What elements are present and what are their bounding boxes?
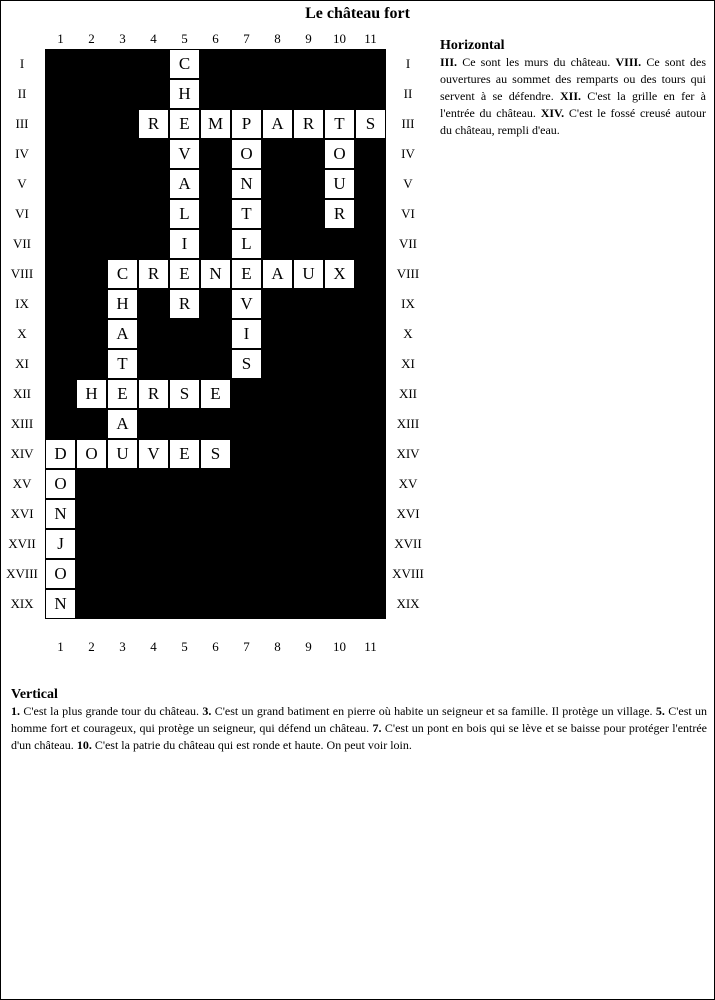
grid-cell[interactable]: R [138,259,169,289]
column-number-top: 7 [243,31,250,46]
column-number-top: 3 [119,31,126,46]
row-numeral-right: XIX [396,596,420,611]
row-numeral-left: IV [15,146,29,161]
grid-cell[interactable]: U [324,169,355,199]
column-number-bottom: 3 [119,639,126,654]
crossword-grid [45,49,386,619]
grid-cell[interactable]: O [45,559,76,589]
column-number-bottom: 5 [181,639,188,654]
column-number-bottom: 11 [364,639,377,654]
row-numeral-left: V [17,176,27,191]
vertical-clues [11,686,707,754]
clue-v-10-num: 10. [76,738,92,752]
grid-cell[interactable]: C [107,259,138,289]
grid-cell[interactable]: R [138,109,169,139]
clue-v-5-text: C'est un homme fort et courageux, qui protège un seigneur, qui défend un château. [11,704,708,735]
row-numeral-right: III [401,116,415,131]
grid-cell[interactable]: S [169,379,200,409]
clue-v-3-text: C'est un grand batiment en pierre où habite un seigneur et sa famille. Il protège un village. [214,704,653,718]
grid-cell[interactable]: I [231,319,262,349]
clue-v-1-text: C'est la plus grande tour du château. [23,704,200,718]
clue-h-3-num: III. [440,55,458,69]
clue-h-14-num: XIV. [540,106,565,120]
row-numeral-left: I [19,56,25,71]
clue-v-10-text: C'est la patrie du château qui est ronde et haute. On peut voir loin. [94,738,412,752]
column-number-bottom: 2 [88,639,95,654]
row-numeral-left: VIII [10,266,34,281]
grid-cell[interactable]: H [107,289,138,319]
row-numeral-right: XV [398,476,418,491]
grid-cell[interactable]: V [138,439,169,469]
grid-cell[interactable]: U [107,439,138,469]
row-numeral-right: XVIII [392,566,424,581]
row-numeral-right: XIV [396,446,420,461]
column-number-top: 5 [181,31,188,46]
grid-cell[interactable]: L [169,199,200,229]
row-numeral-left: XVI [10,506,34,521]
row-numeral-right: VII [398,236,418,251]
column-number-top: 2 [88,31,95,46]
puzzle-title: Le château fort [305,5,410,22]
row-numeral-left: XV [12,476,32,491]
grid-cell[interactable]: E [169,259,200,289]
row-numeral-right: XII [398,386,418,401]
clue-h-14-text: C'est le fossé creusé autour du château, rempli d'eau. [440,106,707,137]
clue-v-1-num: 1. [11,704,20,718]
horizontal-heading: Horizontal [440,38,505,53]
row-numeral-left: XII [12,386,32,401]
grid-cell[interactable]: O [324,139,355,169]
grid-cell[interactable]: E [200,379,231,409]
clue-h-8-num: VIII. [615,55,642,69]
column-number-bottom: 8 [274,639,281,654]
row-numeral-right: V [403,176,413,191]
grid-cell[interactable]: D [45,439,76,469]
row-numeral-right: I [405,56,411,71]
grid-cell[interactable]: H [169,79,200,109]
column-number-top: 9 [305,31,312,46]
row-numeral-left: XIV [10,446,34,461]
grid-cell[interactable]: L [231,229,262,259]
horizontal-clues [440,37,706,139]
row-numeral-left: III [15,116,29,131]
grid-cell[interactable]: A [169,169,200,199]
column-number-top: 6 [212,31,219,46]
vertical-heading: Vertical [11,687,58,702]
row-numeral-left: XVIII [6,566,38,581]
grid-cell[interactable]: E [169,109,200,139]
row-numeral-left: VI [15,206,29,221]
grid-cell[interactable]: X [324,259,355,289]
grid-cell[interactable]: N [231,169,262,199]
clue-h-8-text: Ce sont des ouvertures au sommet des remparts ou des tours qui servent à se défendre. [440,55,707,103]
grid-cell[interactable]: N [45,499,76,529]
row-numeral-right: IX [401,296,415,311]
row-numeral-right: XVI [396,506,420,521]
grid-cell[interactable]: O [45,469,76,499]
grid-cell[interactable]: R [138,379,169,409]
column-number-bottom: 6 [212,639,219,654]
column-number-bottom: 1 [57,639,64,654]
grid-cell[interactable]: O [231,139,262,169]
column-number-bottom: 9 [305,639,312,654]
row-numeral-right: II [403,86,413,101]
grid-cell[interactable]: E [231,259,262,289]
row-numeral-left: IX [15,296,29,311]
clue-v-5-num: 5. [655,704,665,718]
grid-cell[interactable]: S [355,109,386,139]
grid-cell[interactable]: T [107,349,138,379]
clue-v-7-text: C'est un pont en bois qui se lève et se baisse pour protéger l'entrée d'un château. [11,721,707,752]
grid-cell[interactable]: V [231,289,262,319]
column-number-bottom: 7 [243,639,250,654]
grid-cell[interactable]: R [293,109,324,139]
grid-cell[interactable]: E [169,439,200,469]
clue-v-7-num: 7. [372,721,382,735]
clue-h-12-text: C'est la grille en fer à l'entrée du château. [440,89,707,120]
column-number-bottom: 10 [333,639,346,654]
row-numeral-right: X [403,326,413,341]
column-number-top: 11 [364,31,377,46]
grid-cell[interactable]: A [262,109,293,139]
clue-h-12-num: XII. [559,89,581,103]
clue-h-3-text: Ce sont les murs du château. [462,55,611,69]
grid-cell[interactable]: T [324,109,355,139]
clue-v-3-num: 3. [202,704,212,718]
grid-cell[interactable]: U [293,259,324,289]
row-numeral-left: II [17,86,27,101]
grid-cell[interactable]: A [107,319,138,349]
grid-cell[interactable]: N [200,259,231,289]
row-numeral-left: XIX [10,596,34,611]
row-numeral-left: XIII [10,416,34,431]
column-number-top: 1 [57,31,64,46]
row-numeral-left: VII [12,236,32,251]
row-numeral-right: XVII [394,536,422,551]
grid-cell[interactable]: I [169,229,200,259]
grid-cell[interactable]: R [169,289,200,319]
grid-cell[interactable]: T [231,199,262,229]
grid-cell[interactable]: J [45,529,76,559]
row-numeral-left: XVII [8,536,36,551]
row-numeral-right: XIII [396,416,420,431]
column-number-top: 4 [150,31,157,46]
grid-cell[interactable]: A [107,409,138,439]
column-number-bottom: 4 [150,639,157,654]
grid-cell[interactable]: A [262,259,293,289]
grid-cell[interactable]: R [324,199,355,229]
grid-cell[interactable]: M [200,109,231,139]
row-numeral-right: VIII [396,266,420,281]
row-numeral-left: XI [15,356,29,371]
row-numeral-left: X [17,326,27,341]
grid-cell[interactable]: N [45,589,76,619]
column-number-top: 10 [333,31,346,46]
grid-cell[interactable]: P [231,109,262,139]
grid-cell[interactable]: V [169,139,200,169]
column-number-top: 8 [274,31,281,46]
grid-cell[interactable]: S [200,439,231,469]
grid-cell[interactable]: O [76,439,107,469]
row-numeral-right: XI [401,356,415,371]
grid-cell[interactable]: E [107,379,138,409]
grid-cell[interactable]: S [231,349,262,379]
row-numeral-right: VI [401,206,415,221]
grid-cell[interactable]: H [76,379,107,409]
grid-cell[interactable]: C [169,49,200,79]
row-numeral-right: IV [401,146,415,161]
